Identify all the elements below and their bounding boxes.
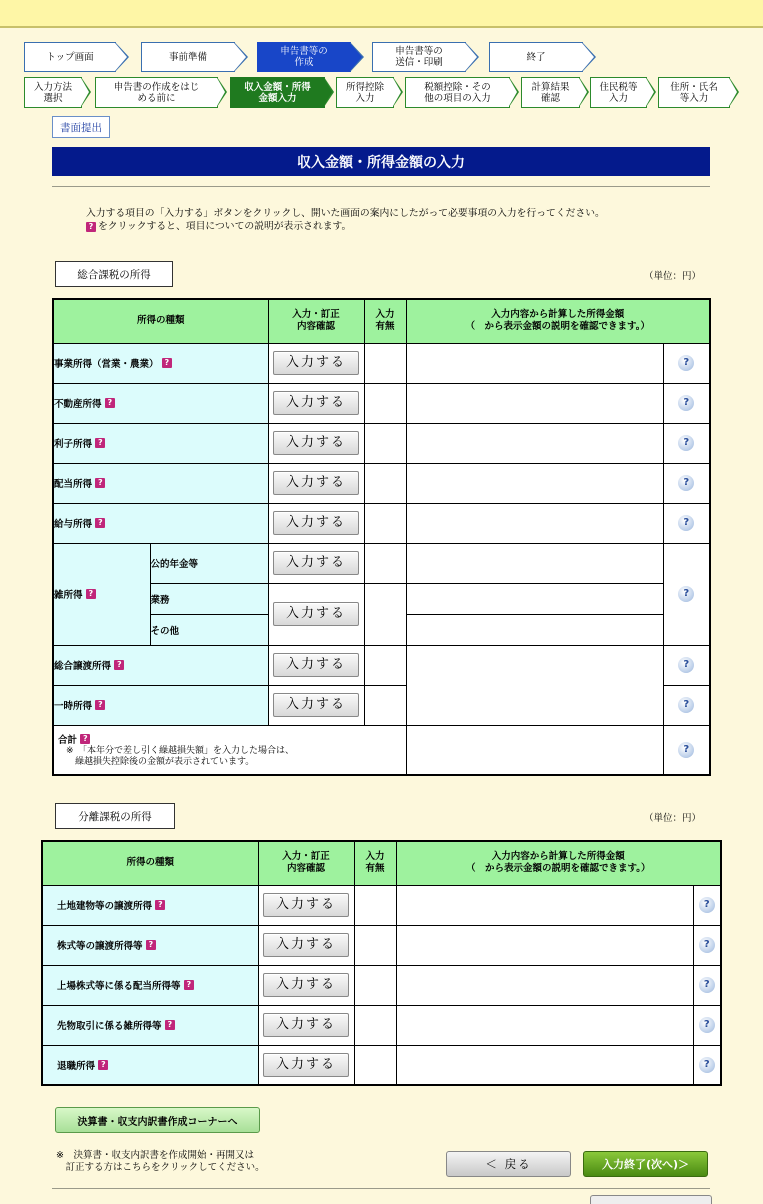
row-label-jojo-haito: 上場株式等に係る配当所得等 [57, 981, 181, 992]
input-button-kabushiki[interactable]: 入力する [263, 933, 349, 957]
row-label-zatsu-nenkin: 公的年金等 [150, 543, 268, 583]
kessansho-corner-button[interactable]: 決算書・収支内訳書作成コーナーへ [55, 1107, 260, 1133]
question-icon: ? [86, 222, 96, 232]
main-step-label: 申告書等の 作成 [257, 42, 351, 72]
input-button-taishoku[interactable]: 入力する [263, 1053, 349, 1077]
question-icon[interactable]: ? [105, 398, 115, 408]
intro-line-2: をクリックすると、項目についての説明が表示されます。 [98, 221, 352, 232]
bunri-section-label: 分離課税の所得 [55, 803, 175, 829]
question-icon[interactable]: ? [98, 1060, 108, 1070]
main-step-label: 終了 [489, 42, 583, 72]
main-step-label: 事前準備 [141, 42, 235, 72]
divider [52, 1188, 710, 1189]
input-button-haito[interactable]: 入力する [273, 471, 359, 495]
question-icon[interactable]: ? [95, 478, 105, 488]
header-amount: 入力内容から計算した所得金額 （ から表示金額の説明を確認できます。） [406, 299, 710, 343]
back-button[interactable]: ＜ 戻る [446, 1151, 571, 1177]
has-input-cell [364, 685, 406, 725]
help-icon[interactable]: ? [678, 586, 694, 602]
has-input-cell [354, 1005, 396, 1045]
row-label-zatsu-gyomu: 業務 [150, 583, 268, 614]
unit-label: （単位：円） [644, 813, 702, 824]
amount-cell [406, 725, 663, 775]
has-input-cell [364, 423, 406, 463]
sub-step-label: 申告書の作成をはじ める前に [95, 77, 218, 108]
amount-cell [406, 463, 663, 503]
row-label-sakimono: 先物取引に係る雑所得等 [57, 1021, 162, 1032]
help-icon[interactable]: ? [678, 742, 694, 758]
amount-cell [406, 543, 663, 583]
has-input-cell [364, 383, 406, 423]
row-label-gokei: 合計 [58, 734, 78, 746]
row-label-taishoku: 退職所得 [57, 1060, 96, 1072]
header-kind: 所得の種類 [42, 841, 258, 885]
header-amount: 入力内容から計算した所得金額 （ から表示金額の説明を確認できます。） [396, 841, 721, 885]
question-icon[interactable]: ? [162, 358, 172, 368]
row-label-zatsu: 雑所得 [54, 590, 83, 601]
sub-step-label: 計算結果 確認 [521, 77, 580, 108]
input-button-rishi[interactable]: 入力する [273, 431, 359, 455]
question-icon[interactable]: ? [95, 518, 105, 528]
amount-cell [406, 383, 663, 423]
question-icon[interactable]: ? [114, 660, 124, 670]
help-icon[interactable]: ? [678, 435, 694, 451]
intro-text [86, 207, 726, 233]
has-input-cell [354, 1045, 396, 1085]
row-label-fudosan: 不動産所得 [54, 399, 102, 410]
question-icon[interactable]: ? [184, 980, 194, 990]
header-confirm: 入力・訂正 内容確認 [258, 841, 354, 885]
main-step-label: 申告書等の 送信・印刷 [372, 42, 466, 72]
finish-input-next-button[interactable]: 入力終了(次へ)＞ [583, 1151, 708, 1177]
question-icon[interactable]: ? [155, 900, 165, 910]
top-bar [0, 0, 763, 28]
help-icon[interactable]: ? [699, 1017, 715, 1033]
sogo-section-label: 総合課税の所得 [55, 261, 173, 287]
has-input-cell [364, 343, 406, 383]
question-icon[interactable]: ? [86, 589, 96, 599]
paper-submission-link[interactable]: 書面提出 [52, 116, 110, 138]
row-label-zatsu-sonota: その他 [150, 614, 268, 645]
help-icon[interactable]: ? [699, 937, 715, 953]
help-icon[interactable]: ? [678, 475, 694, 491]
input-button-jigyo[interactable]: 入力する [273, 351, 359, 375]
sub-step-label: 収入金額・所得 金額入力 [230, 77, 325, 108]
sogo-income-table [52, 298, 711, 776]
bunri-income-table [41, 840, 722, 1086]
help-icon[interactable]: ? [678, 515, 694, 531]
input-button-zatsu-gyomu-sonota[interactable]: 入力する [273, 602, 359, 626]
amount-cell [406, 583, 663, 614]
amount-cell [396, 1005, 693, 1045]
header-has-input: 入力 有無 [354, 841, 396, 885]
header-has-input: 入力 有無 [364, 299, 406, 343]
row-label-kyuyo: 給与所得 [54, 519, 93, 530]
help-icon[interactable]: ? [699, 1057, 715, 1073]
row-label-jigyo: 事業所得（営業・農業） [54, 359, 159, 370]
question-icon[interactable]: ? [146, 940, 156, 950]
help-icon[interactable]: ? [699, 897, 715, 913]
row-label-ichiji: 一時所得 [54, 701, 93, 712]
sub-step-label: 住民税等 入力 [590, 77, 647, 108]
amount-cell [396, 1045, 693, 1085]
row-label-haito: 配当所得 [54, 479, 93, 490]
input-button-ichiji[interactable]: 入力する [273, 693, 359, 717]
row-label-sogo-joto: 総合譲渡所得 [54, 661, 112, 672]
input-button-sakimono[interactable]: 入力する [263, 1013, 349, 1037]
has-input-cell [364, 583, 406, 645]
intro-line-1: 入力する項目の「入力する」ボタンをクリックし、開いた画面の案内にしたがって必要事項の入力を行ってください。 [86, 208, 605, 219]
gokei-note: ※ 「本年分で差し引く繰越損失額」を入力した場合は、 繰越損失控除後の金額が表示されています。 [66, 745, 295, 767]
amount-cell [396, 885, 693, 925]
row-label-kabushiki: 株式等の譲渡所得等 [57, 941, 143, 952]
amount-cell [396, 925, 693, 965]
row-label-tochi: 土地建物等の譲渡所得 [57, 901, 153, 912]
sub-step-label: 所得控除 入力 [336, 77, 394, 108]
has-input-cell [354, 965, 396, 1005]
amount-cell [406, 645, 663, 725]
help-icon[interactable]: ? [699, 977, 715, 993]
page-title: 収入金額・所得金額の入力 [52, 147, 710, 176]
header-confirm: 入力・訂正 内容確認 [268, 299, 364, 343]
divider [52, 186, 710, 187]
amount-cell [406, 423, 663, 463]
amount-cell [406, 343, 663, 383]
amount-cell [406, 503, 663, 543]
sub-step-label: 住所・氏名 等入力 [658, 77, 730, 108]
help-icon[interactable]: ? [678, 657, 694, 673]
amount-cell [406, 614, 663, 645]
input-button-fudosan[interactable]: 入力する [273, 391, 359, 415]
sub-step-label: 入力方法 選択 [24, 77, 82, 108]
question-icon[interactable]: ? [80, 734, 90, 744]
sub-steps [24, 77, 740, 110]
input-button-kyuyo[interactable]: 入力する [273, 511, 359, 535]
sub-step-label: 税額控除・その 他の項目の入力 [405, 77, 510, 108]
main-step-label: トップ画面 [24, 42, 116, 72]
input-button-tochi[interactable]: 入力する [263, 893, 349, 917]
has-input-cell [364, 543, 406, 583]
question-icon[interactable]: ? [95, 700, 105, 710]
unit-label: （単位：円） [644, 271, 702, 282]
question-icon[interactable]: ? [165, 1020, 175, 1030]
help-icon[interactable]: ? [678, 355, 694, 371]
row-label-rishi: 利子所得 [54, 439, 93, 450]
question-icon[interactable]: ? [95, 438, 105, 448]
has-input-cell [364, 503, 406, 543]
help-icon[interactable]: ? [678, 697, 694, 713]
header-kind: 所得の種類 [53, 299, 268, 343]
help-icon[interactable]: ? [678, 395, 694, 411]
amount-cell [396, 965, 693, 1005]
has-input-cell [364, 645, 406, 685]
has-input-cell [354, 885, 396, 925]
input-button-zatsu-nenkin[interactable]: 入力する [273, 551, 359, 575]
has-input-cell [364, 463, 406, 503]
kessansho-note: ※ 決算書・収支内訳書を作成開始・再開又は 訂正する方はこちらをクリックしてください。 [56, 1150, 265, 1173]
input-button-sogo-joto[interactable]: 入力する [273, 653, 359, 677]
input-button-jojo-haito[interactable]: 入力する [263, 973, 349, 997]
has-input-cell [354, 925, 396, 965]
